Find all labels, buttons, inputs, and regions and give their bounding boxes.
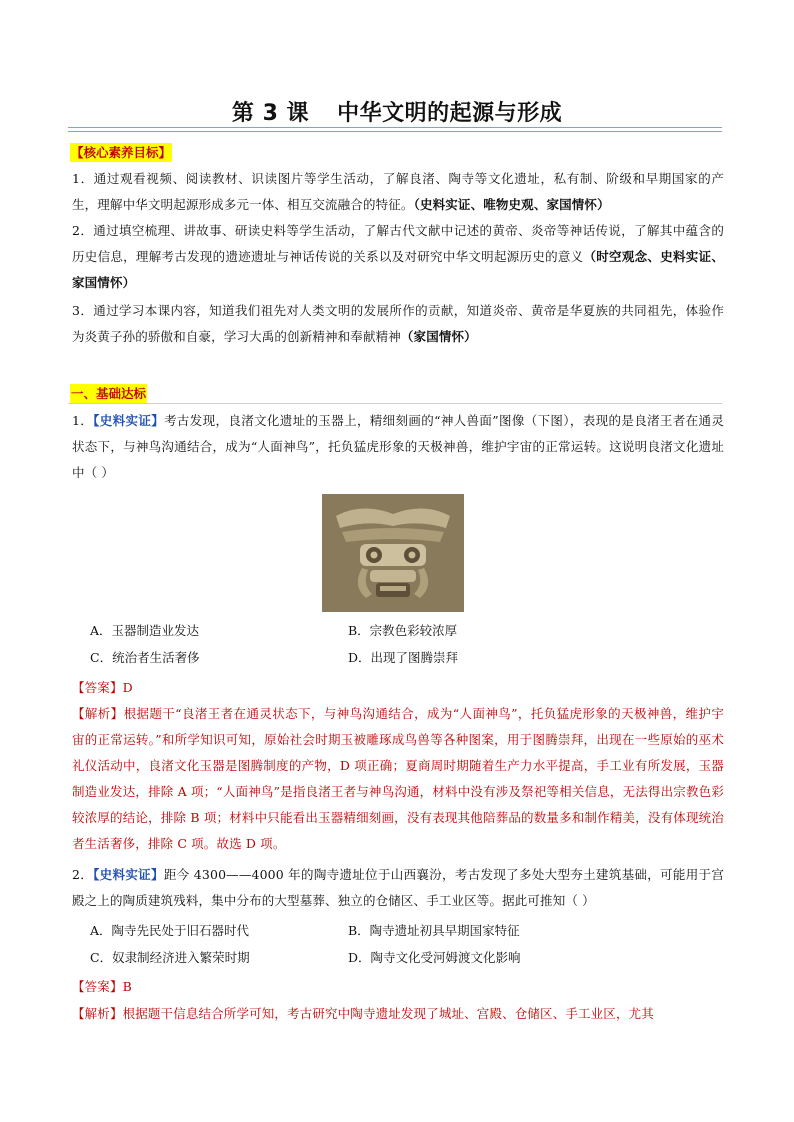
q2-answer: 【答案】B (72, 979, 132, 994)
q1-option-d: D．出现了图腾崇拜 (348, 650, 459, 665)
page-title (0, 96, 794, 127)
q1-option-b: B．宗教色彩较浓厚 (348, 623, 458, 638)
goal-item-1: 1．通过观看视频、阅读教材、识读图片等学生活动，了解良渚、陶寺等文化遗址，私有制、阶级和早期国家的产生，理解中华文明起源形成多元一体、相互交流融合的特征。（史料实证、唯物史观、家国情怀） (72, 171, 724, 212)
q2-option-d: D．陶寺文化受河姆渡文化影响 (348, 950, 521, 965)
question-2-stem: 2．【史料实证】距今 4300——4000 年的陶寺遗址位于山西襄汾，考古发现了多处大型夯土建筑基础，可能用于宫殿之上的陶质建筑残料，集中分布的大型墓葬、独立的仓储区、手工业区等。据此可推知（ ） (72, 867, 724, 908)
q2-analysis: 【解析】根据题干信息结合所学可知，考古研究中陶寺遗址发现了城址、宫殿、仓储区、手工业区，尤其 (72, 1006, 654, 1021)
section-1-tag: 一、基础达标 (71, 386, 147, 401)
q1-analysis: 【解析】根据题干“良渚王者在通灵状态下，与神鸟沟通结合，成为“人面神鸟”，托负猛虎形象的天极神兽，维护宇宙的正常运转。”和所学知识可知，原始社会时期玉被雕琢成鸟兽等各种图案，用于图腾崇拜，出现在一些原始的巫术礼仪活动中，良渚文化玉器是图腾制度的产物，D 项正确；夏商周时期随着生产力水平提高，手工业有所发展，玉器制造业发达，排除 A 项；“人面神鸟”是指良渚王者与神鸟沟通，材料中没有涉及祭祀等相关信息，无法得出宗教色彩较浓厚的结论，排除 B 项；材料中只能看出玉器精细刻画，没有表现其他陪葬品的数量多和制作精美，没有体现统治者生活奢侈，排除 C 项。故选 D 项。 (72, 706, 725, 851)
question-1-stem: 1．【史料实证】考古发现，良渚文化遗址的玉器上，精细刻画的“神人兽面”图像（下图），表现的是良渚王者在通灵状态下，与神鸟沟通结合，成为“人面神鸟”，托负猛虎形象的天极神兽，维护宇宙的正常运转。这说明良渚文化遗址中（ ） (72, 413, 724, 480)
lesson-name: 中华文明的起源与形成 (337, 101, 563, 126)
question-2-tag: 【史料实证】 (93, 867, 164, 882)
jade-mask-image (322, 494, 464, 612)
title-rule-top (68, 127, 722, 128)
q2-option-b: B．陶寺遗址初具早期国家特征 (348, 923, 520, 938)
section-header (68, 383, 722, 404)
q2-option-a: A．陶寺先民处于旧石器时代 (90, 923, 250, 938)
q1-option-c: C．统治者生活奢侈 (90, 650, 200, 665)
q2-option-c: C．奴隶制经济进入繁荣时期 (90, 950, 250, 965)
q1-option-a: A．玉器制造业发达 (90, 623, 200, 638)
title-rule-bottom (68, 131, 722, 132)
mask-relief-icon (322, 494, 464, 612)
question-1-tag: 【史料实证】 (93, 413, 165, 428)
goals-tag: 【核心素养目标】 (71, 145, 172, 160)
q1-answer: 【答案】D (72, 680, 133, 695)
goal-item-3: 3．通过学习本课内容，知道我们祖先对人类文明的发展所作的贡献，知道炎帝、黄帝是华夏族的共同祖先，体验作为炎黄子孙的骄傲和自豪，学习大禹的创新精神和奉献精神（家国情怀） (72, 303, 724, 344)
lesson-number: 第 3 课 (231, 101, 310, 126)
goal-item-2: 2．通过填空梳理、讲故事、研读史料等学生活动，了解古代文献中记述的黄帝、炎帝等神话传说，了解其中蕴含的历史信息，理解考古发现的遗迹遗址与神话传说的关系以及对研究中华文明起源历史的意义（时空观念、史料实证、家国情怀） (72, 223, 724, 290)
